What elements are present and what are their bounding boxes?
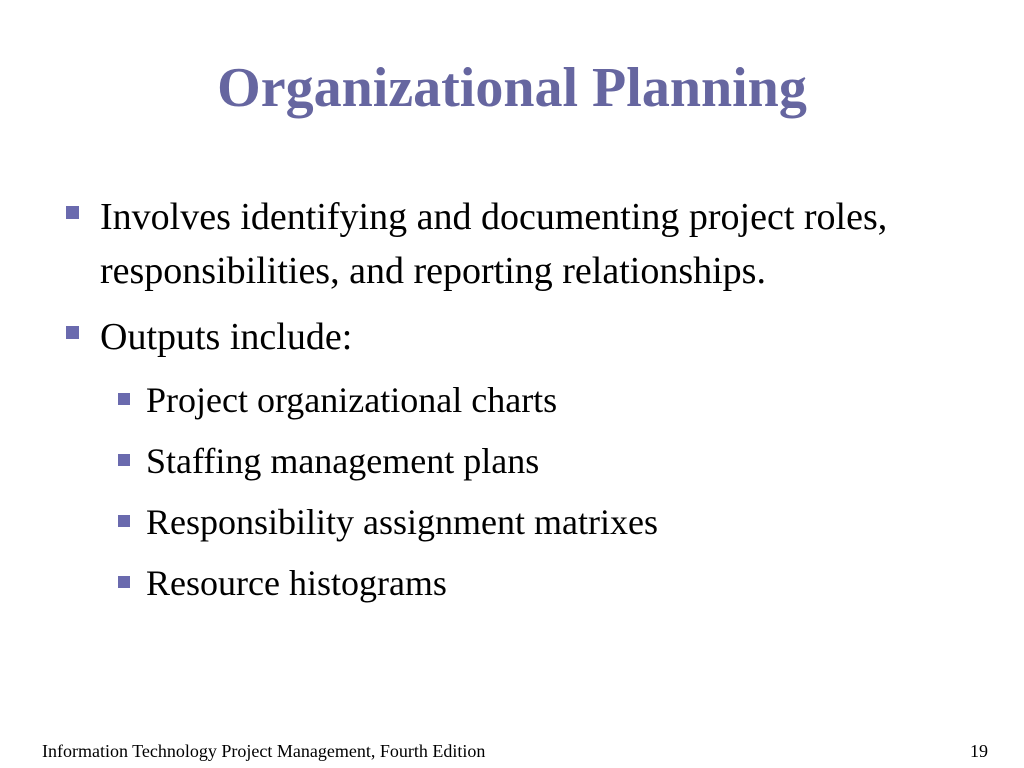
sub-bullet-text: Project organizational charts	[146, 380, 558, 420]
square-bullet-icon	[66, 326, 79, 339]
bullet-text: Outputs include:	[100, 316, 353, 358]
bullet-item	[62, 310, 962, 364]
slide-title: Organizational Planning	[217, 57, 807, 119]
sub-bullet-text: Responsibility assignment matrixes	[146, 502, 658, 542]
square-bullet-icon	[118, 576, 130, 588]
sub-bullet-list	[62, 378, 962, 605]
sub-bullet-item	[62, 500, 962, 544]
square-bullet-icon	[118, 393, 130, 405]
sub-bullet-text: Staffing management plans	[146, 441, 540, 481]
sub-bullet-item	[62, 561, 962, 605]
slide-content	[62, 190, 962, 622]
bullet-text: Involves identifying and documenting project roles, responsibilities, and reporting relationships.	[100, 196, 888, 292]
sub-bullet-text: Resource histograms	[146, 563, 447, 603]
square-bullet-icon	[118, 454, 130, 466]
bullet-item	[62, 190, 962, 298]
sub-bullet-item	[62, 439, 962, 483]
bullet-list	[62, 190, 962, 364]
footer-text: Information Technology Project Management, Fourth Edition	[42, 741, 486, 761]
page-number: 19	[970, 741, 988, 761]
square-bullet-icon	[118, 515, 130, 527]
sub-bullet-item	[62, 378, 962, 422]
square-bullet-icon	[66, 206, 79, 219]
